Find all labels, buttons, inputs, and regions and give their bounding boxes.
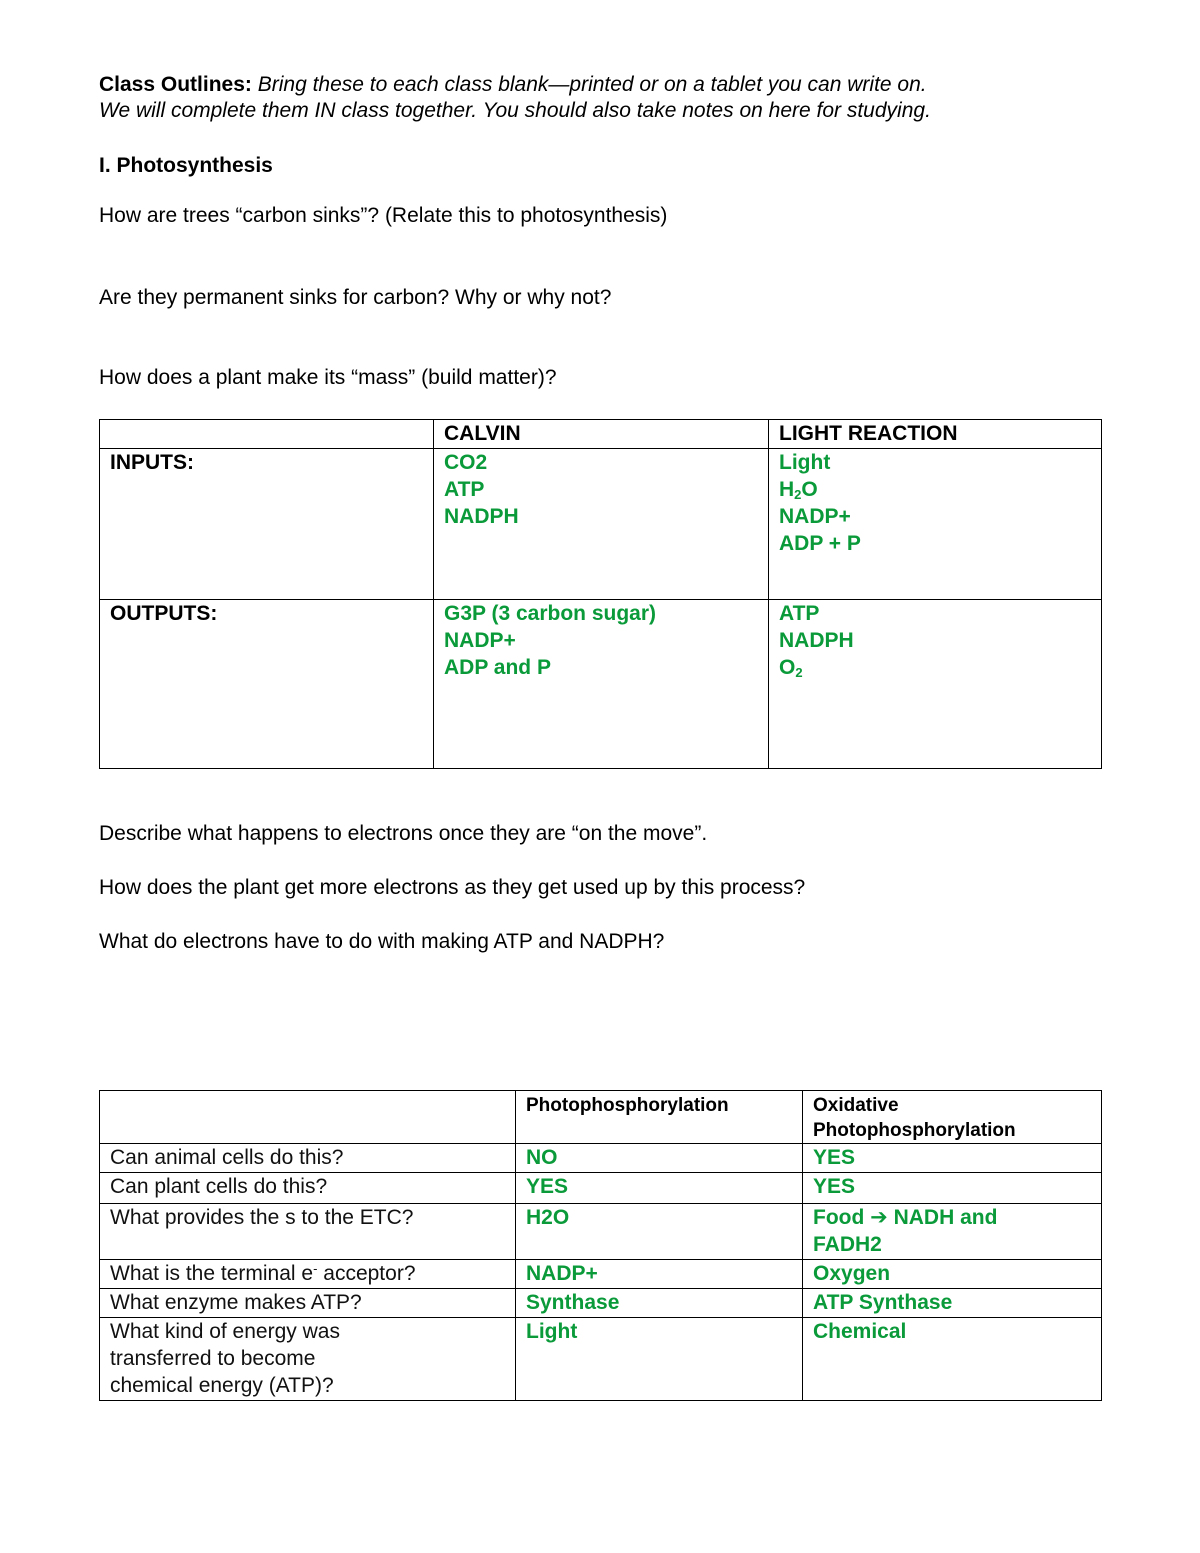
photo-answer: H2O [516, 1204, 803, 1260]
cell-value: Light [779, 451, 831, 474]
cell-value: NADPH [444, 505, 519, 528]
oxid-answer: YES [803, 1173, 1102, 1204]
intro-paragraph [99, 72, 931, 124]
header-calvin: CALVIN [434, 420, 769, 449]
text-part: O [779, 656, 796, 679]
question-permanent-sinks: Are they permanent sinks for carbon? Why or why not? [99, 286, 612, 309]
question-more-electrons: How does the plant get more electrons as they get used up by this process? [99, 876, 806, 899]
answer-line: Food ➔ NADH and [813, 1206, 998, 1229]
question-electrons-move: Describe what happens to electrons once they are “on the move”. [99, 822, 708, 845]
cell-value: NADP+ [779, 505, 851, 528]
question-plant-mass: How does a plant make its “mass” (build matter)? [99, 366, 557, 389]
table-row [100, 600, 1102, 769]
inputs-label: INPUTS: [100, 449, 434, 600]
table-row [100, 420, 1102, 449]
table-cell-empty [100, 420, 434, 449]
subscript: 2 [794, 487, 802, 502]
intro-line-1: Bring these to each class blank—printed or on a tablet you can write on. [251, 73, 927, 96]
calvin-light-table [99, 419, 1102, 769]
header-oxidative [803, 1091, 1102, 1144]
superscript: - [313, 1261, 318, 1276]
row-question: What enzyme makes ATP? [100, 1289, 516, 1318]
photo-answer: NO [516, 1144, 803, 1173]
question-line: chemical energy (ATP)? [110, 1374, 334, 1397]
answer-line: FADH2 [813, 1233, 882, 1256]
text-part: H [779, 478, 795, 501]
cell-value: NADPH [779, 629, 854, 652]
text-part: What is the terminal e [110, 1262, 314, 1285]
text-part: acceptor? [317, 1262, 416, 1285]
table-row [100, 1318, 1102, 1401]
oxid-answer [803, 1204, 1102, 1260]
table-row [100, 1289, 1102, 1318]
header-light-reaction: LIGHT REACTION [769, 420, 1102, 449]
oxid-answer: ATP Synthase [803, 1289, 1102, 1318]
row-question: Can plant cells do this? [100, 1173, 516, 1204]
oxid-answer: Chemical [803, 1318, 1102, 1401]
table-cell-empty [100, 1091, 516, 1144]
cell-value: G3P (3 carbon sugar) [444, 602, 657, 625]
cell-value: ATP [444, 478, 485, 501]
table-row [100, 1091, 1102, 1144]
calvin-inputs-cell [434, 449, 769, 600]
row-question [100, 1260, 516, 1289]
table-row [100, 449, 1102, 600]
photo-answer: YES [516, 1173, 803, 1204]
question-line: transferred to become [110, 1347, 316, 1370]
oxid-answer: Oxygen [803, 1260, 1102, 1289]
photo-answer: Synthase [516, 1289, 803, 1318]
section-heading: I. Photosynthesis [99, 154, 273, 177]
header-line: Photophosphorylation [813, 1120, 1016, 1141]
table-row [100, 1204, 1102, 1260]
cell-value: ATP [779, 602, 820, 625]
table-row [100, 1173, 1102, 1204]
outputs-label: OUTPUTS: [100, 600, 434, 769]
row-question: Can animal cells do this? [100, 1144, 516, 1173]
cell-value: CO2 [444, 451, 488, 474]
question-electrons-atp: What do electrons have to do with making ATP and NADPH? [99, 930, 665, 953]
header-photophosphorylation: Photophosphorylation [516, 1091, 803, 1144]
photo-answer: NADP+ [516, 1260, 803, 1289]
oxid-answer: YES [803, 1144, 1102, 1173]
calvin-outputs-cell [434, 600, 769, 769]
cell-value: NADP+ [444, 629, 516, 652]
intro-label: Class Outlines: [99, 73, 252, 96]
table-row [100, 1260, 1102, 1289]
cell-value-water [779, 476, 1091, 503]
question-carbon-sinks: How are trees “carbon sinks”? (Relate this to photosynthesis) [99, 204, 668, 227]
row-question: What provides the s to the ETC? [100, 1204, 516, 1260]
cell-value: ADP and P [444, 656, 551, 679]
text-part: O [801, 478, 818, 501]
cell-value-oxygen [779, 654, 1091, 681]
light-outputs-cell [769, 600, 1102, 769]
subscript: 2 [795, 665, 803, 680]
light-inputs-cell [769, 449, 1102, 600]
intro-line-2: We will complete them IN class together. You should also take notes on here for studying. [99, 99, 931, 122]
header-line: Oxidative [813, 1095, 899, 1116]
photo-answer: Light [516, 1318, 803, 1401]
phosphorylation-table [99, 1090, 1102, 1401]
question-line: What kind of energy was [110, 1320, 340, 1343]
row-question [100, 1318, 516, 1401]
table-row [100, 1144, 1102, 1173]
cell-value: ADP + P [779, 532, 861, 555]
